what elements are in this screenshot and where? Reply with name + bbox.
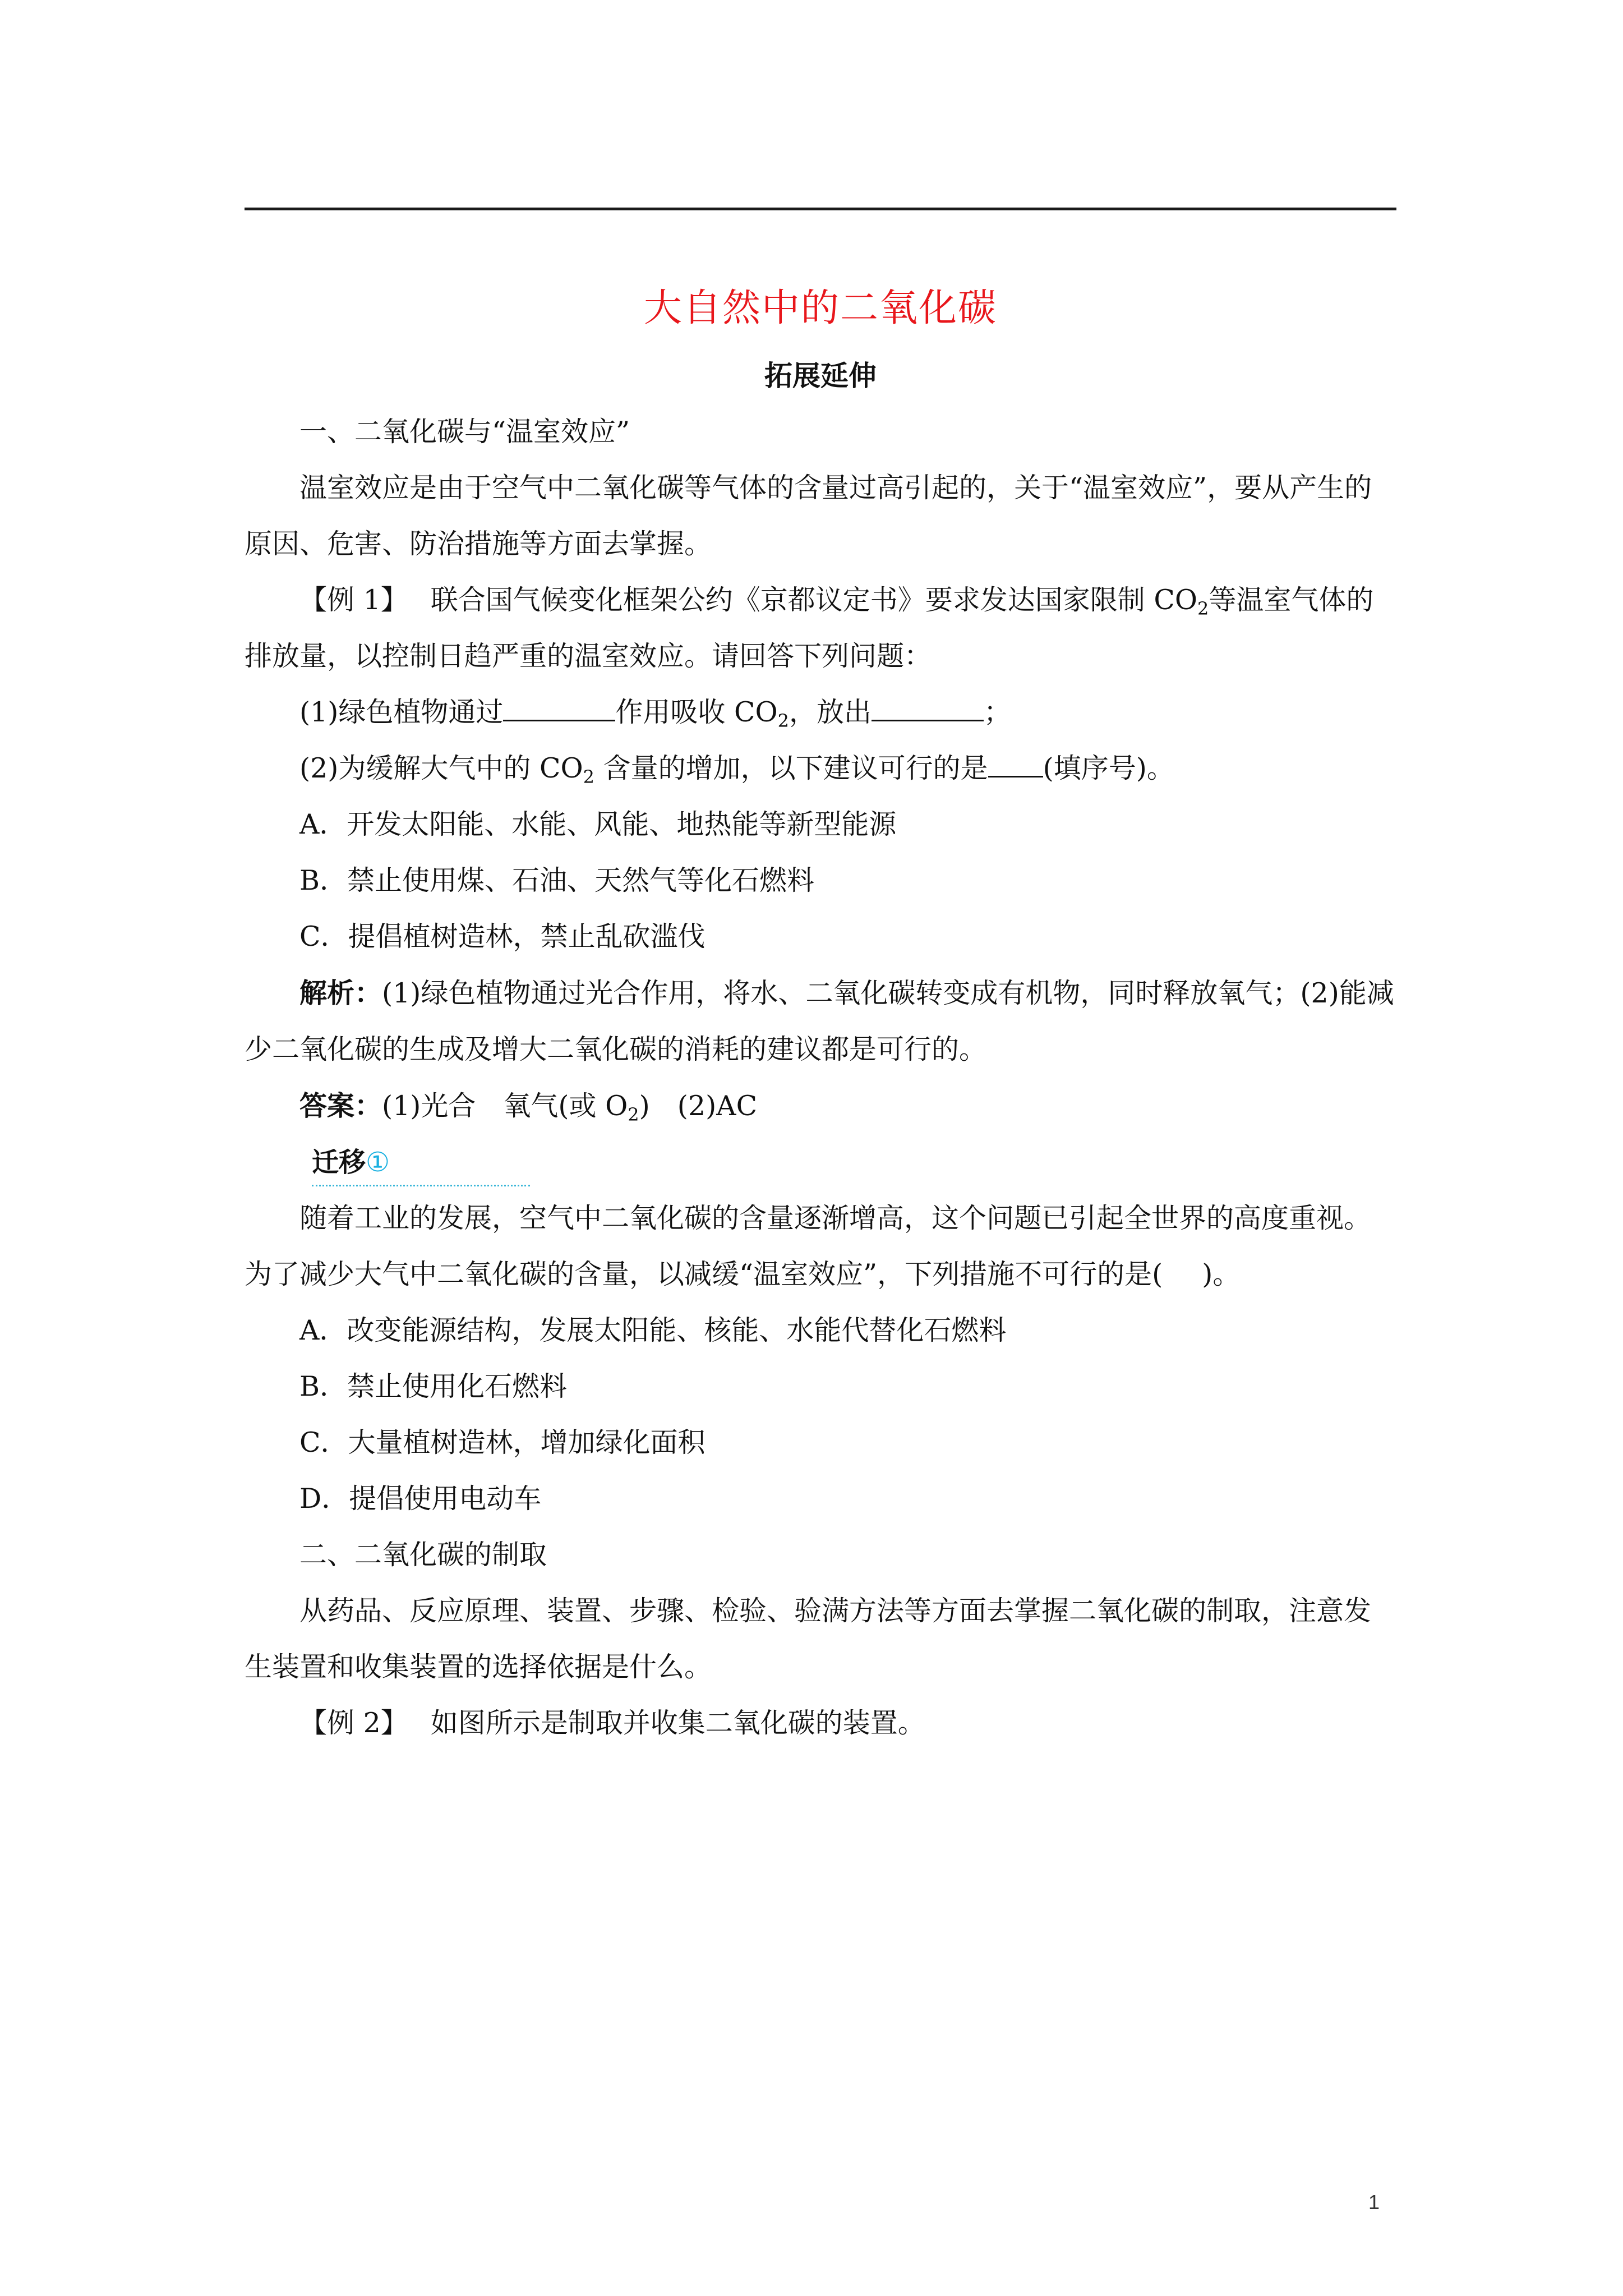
example1-question-1: (1)绿色植物通过 作用吸收 $CO_2$，放出 ； xyxy=(299,696,1012,731)
transfer1-option-c: C．大量植树造林，增加绿化面积 xyxy=(299,1427,706,1458)
page-subtitle: 拓展延伸 xyxy=(764,359,877,392)
header-rule xyxy=(245,208,1396,210)
example1-option-a: A．开发太阳能、水能、风能、地热能等新型能源 xyxy=(299,808,897,840)
example2-label: 【例 2】 xyxy=(299,1707,408,1739)
transfer1-heading xyxy=(245,1134,1396,1190)
answer-blank xyxy=(988,753,1043,777)
circled-number: ① xyxy=(366,1147,390,1178)
example1-question-2: (2)为缓解大气中的 $CO_2$ 含量的增加，以下建议可行的是 (填序号)。 xyxy=(299,752,1174,788)
example1-option-c: C．提倡植树造林，禁止乱砍滥伐 xyxy=(299,921,706,953)
transfer1-option-b: B．禁止使用化石燃料 xyxy=(299,1370,568,1402)
answer-blank xyxy=(872,697,984,721)
analysis-text: (1)绿色植物通过光合作用，将水、二氧化碳转变成有机物，同时释放氧气；(2)能减少二氧化碳的生成及增大二氧化碳的消耗的建议都是可行的。 xyxy=(245,977,1394,1065)
section1-heading: 一、二氧化碳与“温室效应” xyxy=(299,416,630,448)
example1-label: 【例 1】 xyxy=(299,584,408,616)
section2-intro: 从药品、反应原理、装置、步骤、检验、验满方法等方面去掌握二氧化碳的制取，注意发生装置和收集装置的选择依据是什么。 xyxy=(245,1595,1372,1683)
transfer-label: 迁移① xyxy=(312,1140,530,1186)
o2-subscript: 2 xyxy=(628,1104,639,1125)
example1-text-b: 等温室气体的排放量，以控制日趋严重的温室效应。请回答下列问题： xyxy=(245,584,1374,672)
example2-stem xyxy=(245,1695,1396,1751)
transfer1-option-a: A．改变能源结构，发展太阳能、核能、水能代替化石燃料 xyxy=(299,1314,1007,1346)
page-title: 大自然中的二氧化碳 xyxy=(643,286,997,330)
analysis-label: 解析： xyxy=(299,977,382,1009)
answer-blank xyxy=(503,697,615,721)
co2-subscript: 2 xyxy=(583,766,595,788)
section1-intro: 温室效应是由于空气中二氧化碳等气体的含量过高引起的，关于“温室效应”，要从产生的原因、危害、防治措施等方面去掌握。 xyxy=(245,472,1372,560)
co2-subscript: 2 xyxy=(1197,598,1209,619)
co2-subscript: 2 xyxy=(777,710,790,731)
answer-label: 答案： xyxy=(299,1089,382,1122)
content-body xyxy=(245,280,1396,1751)
section2-heading: 二、二氧化碳的制取 xyxy=(299,1539,547,1571)
transfer1-stem: 随着工业的发展，空气中二氧化碳的含量逐渐增高，这个问题已引起全世界的高度重视。为了减少大气中二氧化碳的含量，以减缓“温室效应”，下列措施不可行的是( )。 xyxy=(245,1202,1372,1290)
page-number: 1 xyxy=(1368,2191,1380,2214)
example2-text: 如图所示是制取并收集二氧化碳的装置。 xyxy=(430,1707,925,1739)
example1-text-a: 联合国气候变化框架公约《京都议定书》要求发达国家限制 CO xyxy=(430,584,1198,616)
transfer1-option-d: D．提倡使用电动车 xyxy=(299,1483,542,1515)
example1-option-b: B．禁止使用煤、石油、天然气等化石燃料 xyxy=(299,864,815,896)
example1-answer: 答案：(1)光合 氧气(或 $O_2$) (2)AC xyxy=(299,1089,758,1125)
example1-analysis xyxy=(245,965,1396,1078)
example1-stem xyxy=(245,572,1396,684)
